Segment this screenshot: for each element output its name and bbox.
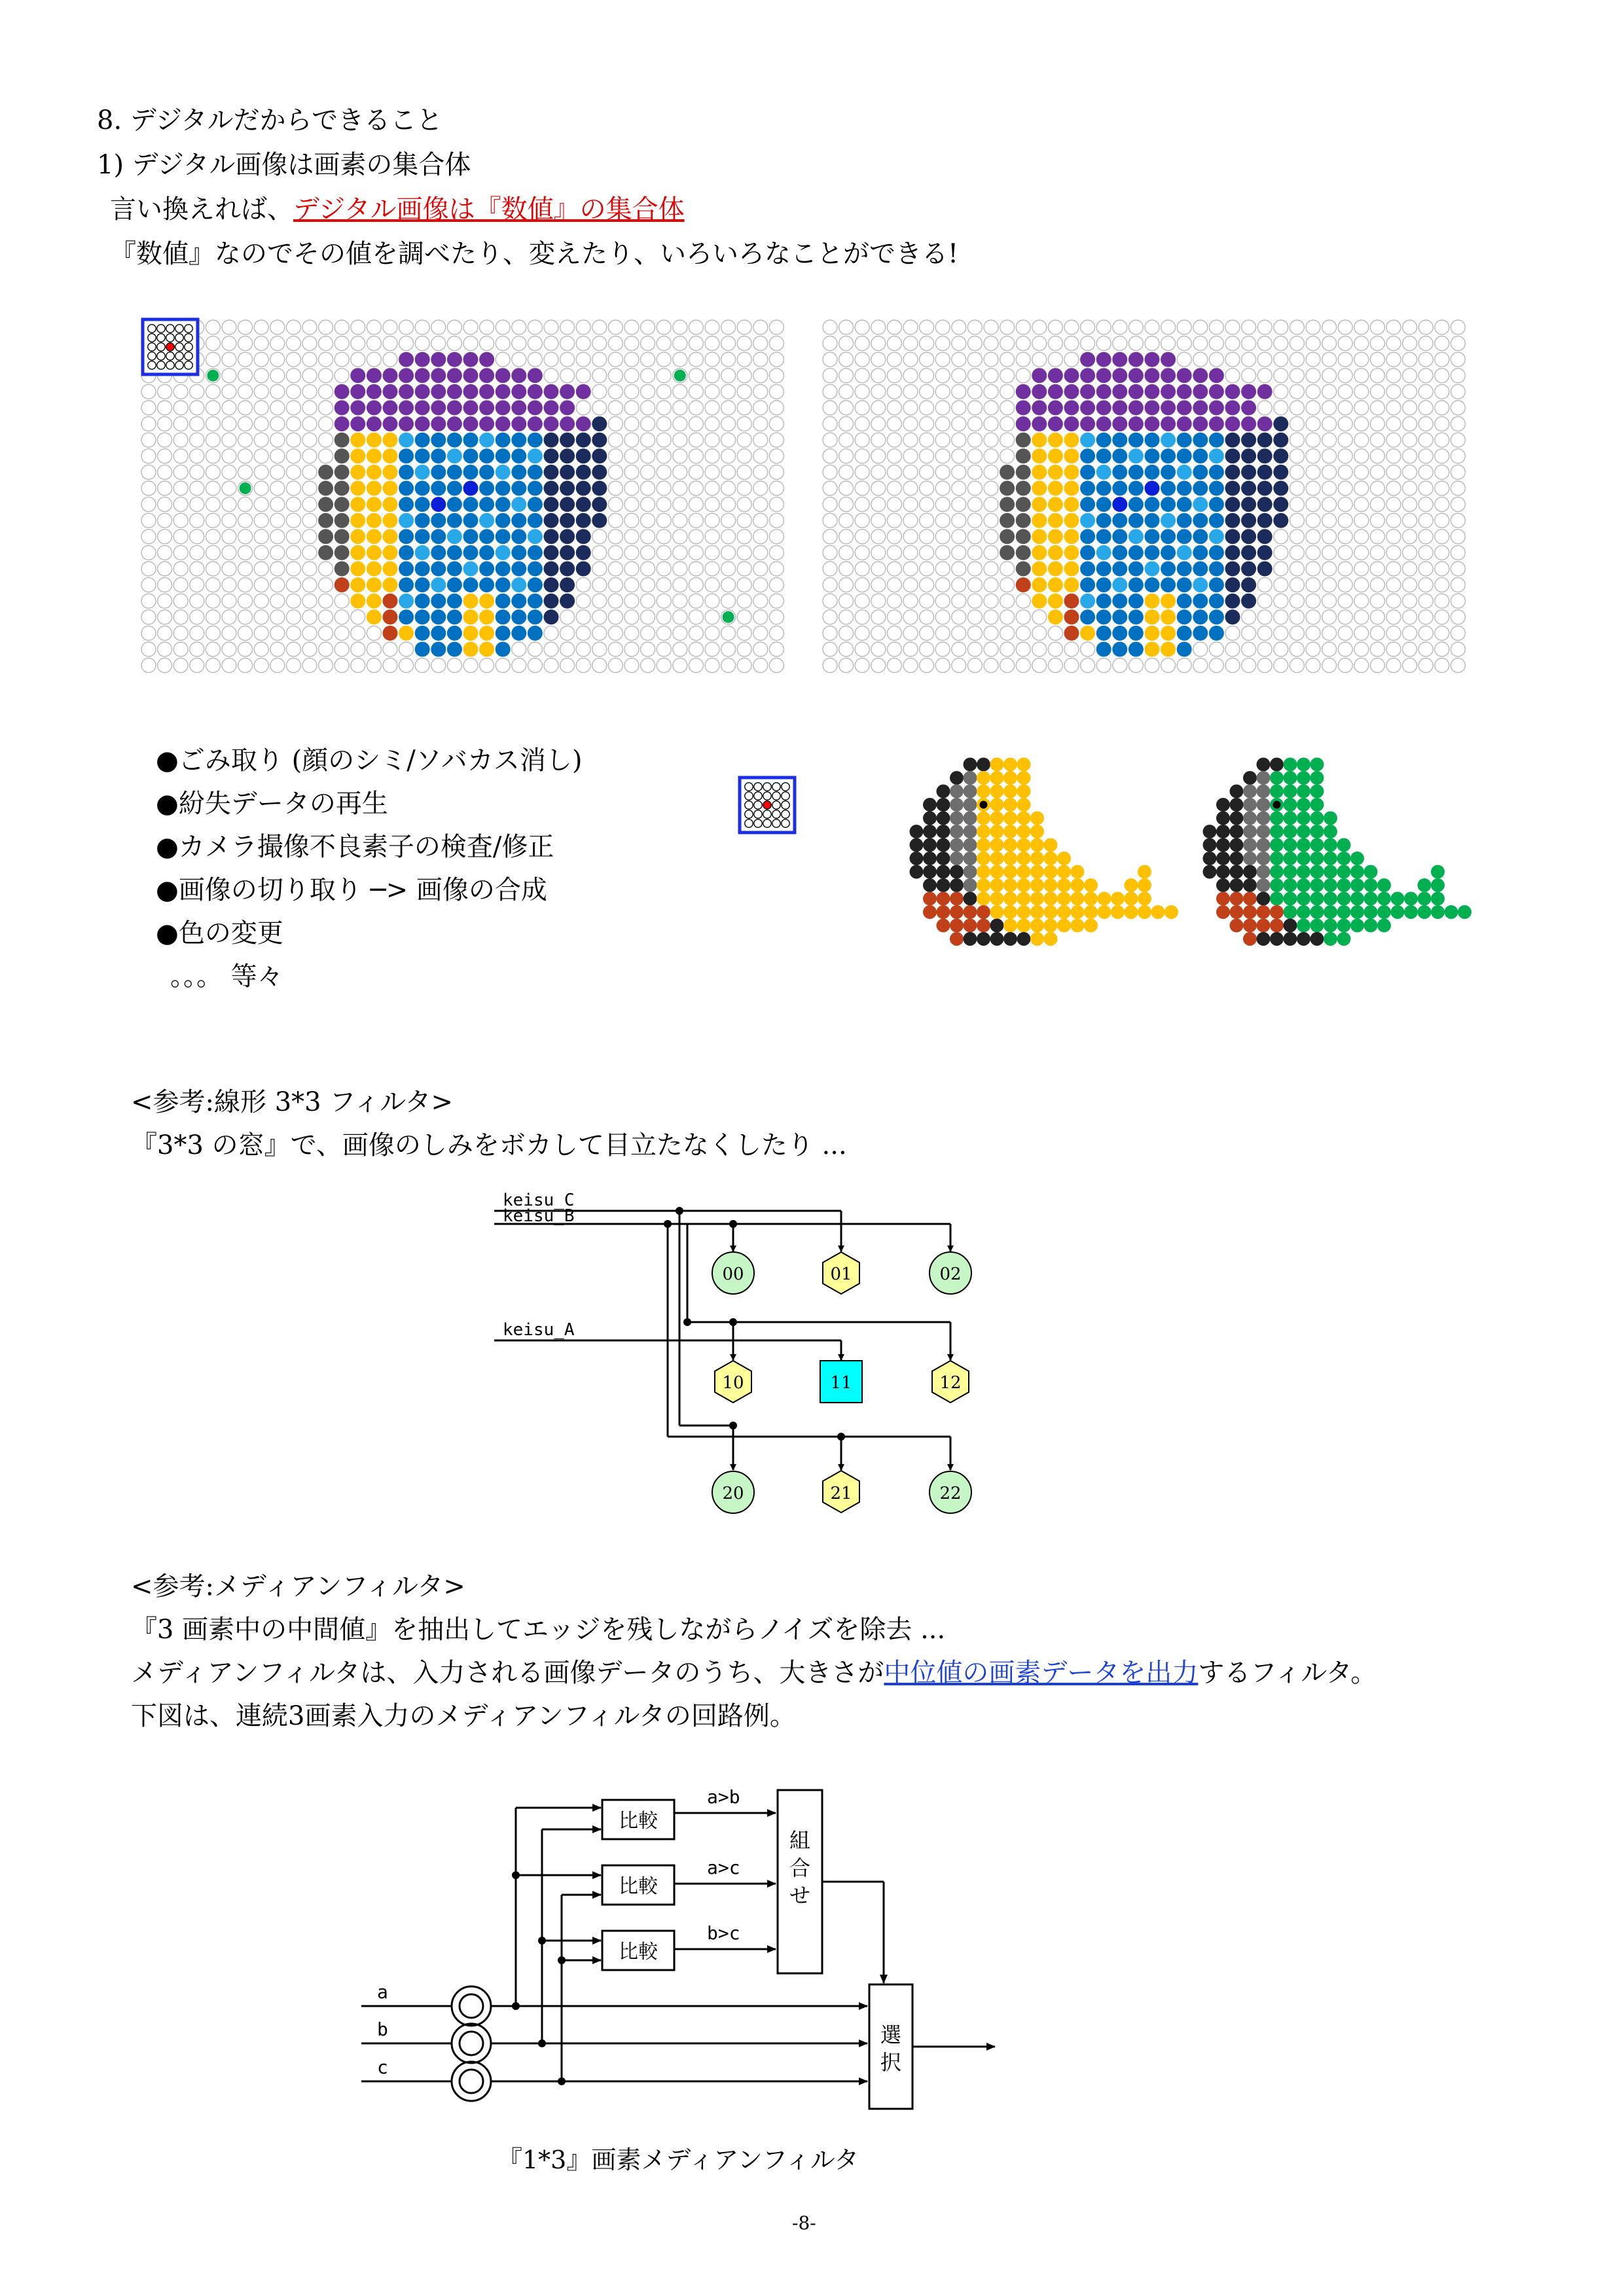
median-line2 <box>131 1657 1377 1689</box>
median-line1: 『3 画素中の中間値』を抽出してエッジを残しながらノイズを除去 ... <box>131 1615 946 1645</box>
wire-label-c: keisu_C <box>503 1191 575 1210</box>
comparator-label: 比較 <box>619 1810 658 1833</box>
signal-label-ac: a>c <box>707 1857 740 1878</box>
rephrase-highlight: デジタル画像は『数値』の集合体 <box>293 194 685 224</box>
coef-label: 10 <box>722 1373 744 1393</box>
coef-label: 12 <box>939 1373 962 1393</box>
coef-label: 22 <box>939 1484 962 1503</box>
coef-label: 02 <box>939 1265 962 1284</box>
list-item: ●画像の切り取り ─> 画像の合成 <box>156 875 547 905</box>
wire-label-a: keisu_A <box>503 1320 575 1340</box>
median-line2-prefix: メディアンフィルタは、入力される画像データのうち、大きさが <box>131 1658 884 1688</box>
combine-label: 組 <box>789 1828 811 1853</box>
list-item: ●色の変更 <box>156 918 283 948</box>
median-line2-suffix: するフィルタ。 <box>1198 1658 1377 1688</box>
input-label-c: c <box>377 2056 388 2078</box>
list-item: ●ごみ取り (顔のシミ/ソバカス消し) <box>156 745 583 776</box>
input-label-b: b <box>377 2018 388 2040</box>
coef-label: 21 <box>830 1484 852 1503</box>
linear-filter-desc: 『3*3 の窓』で、画像のしみをボカして目立たなくしたり ... <box>131 1130 847 1160</box>
circuit-caption: 『1*3』画素メディアンフィルタ <box>497 2145 859 2174</box>
select-label: 択 <box>880 2050 902 2075</box>
linear-filter-diagram <box>484 1178 1021 1532</box>
list-item: ●紛失データの再生 <box>156 789 388 819</box>
filter-window-icon <box>738 776 797 835</box>
combine-label: 合 <box>789 1856 811 1880</box>
input-label-a: a <box>377 1981 388 2003</box>
comparator-label: 比較 <box>619 1941 658 1964</box>
pixel-image-cleaned <box>822 319 1483 673</box>
pixel-image-with-noise <box>141 319 802 673</box>
combine-label: せ <box>789 1883 811 1908</box>
linear-filter-title: <参考:線形 3*3 フィルタ> <box>131 1087 454 1117</box>
list-item: 。。。 等々 <box>170 961 283 992</box>
median-filter-title: <参考:メディアンフィルタ> <box>131 1571 465 1602</box>
rephrase-prefix: 言い換えれば、 <box>110 194 293 224</box>
section-heading: 8. デジタルだからできること <box>97 105 443 135</box>
page-number: -8- <box>792 2212 816 2234</box>
median-line3: 下図は、連続3画素入力のメディアンフィルタの回路例。 <box>131 1701 796 1731</box>
signal-label-ab: a>b <box>707 1786 740 1808</box>
parrot-recolored <box>1202 757 1464 973</box>
comparator-label: 比較 <box>619 1875 658 1898</box>
coef-label: 11 <box>830 1373 852 1393</box>
coef-label: 20 <box>722 1484 744 1503</box>
median-line2-link: 中位値の画素データを出力 <box>884 1658 1199 1688</box>
coef-label: 00 <box>722 1265 744 1284</box>
signal-label-bc: b>c <box>707 1922 740 1944</box>
wire-label-b: keisu_B <box>503 1206 575 1226</box>
subheading: 1) デジタル画像は画素の集合体 <box>97 150 471 180</box>
median-filter-circuit <box>353 1774 1021 2140</box>
numeric-line: 『数値』なのでその値を調べたり、変えたり、いろいろなことができる! <box>110 239 959 269</box>
coef-label: 01 <box>830 1265 852 1284</box>
list-item: ●カメラ撮像不良素子の検査/修正 <box>156 832 554 862</box>
filter-window-icon <box>141 318 200 377</box>
rephrase-line <box>110 194 685 225</box>
parrot-original-color <box>909 757 1170 973</box>
select-label: 選 <box>880 2022 902 2047</box>
